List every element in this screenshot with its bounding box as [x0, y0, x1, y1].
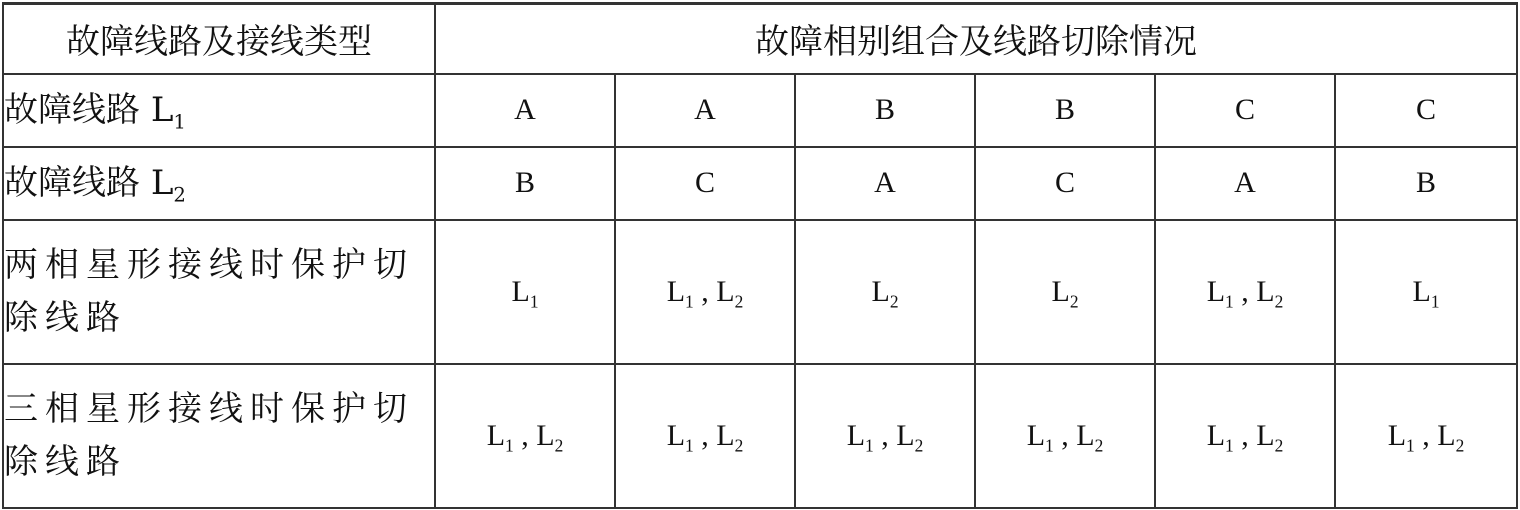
line-subscript: 2: [173, 183, 186, 207]
line-subscript: 2: [914, 435, 924, 456]
line-symbol: L: [1206, 274, 1226, 308]
separator: ,: [1414, 418, 1438, 452]
line-symbol: L: [716, 418, 735, 452]
header-row: [3, 4, 1517, 74]
line-subscript: 2: [1069, 291, 1079, 312]
line-subscript: 1: [1430, 291, 1440, 312]
line-symbol: L: [846, 418, 866, 452]
line-symbol: L: [150, 89, 174, 130]
table-cell-lines: [435, 220, 615, 364]
table-cell: C: [615, 147, 795, 220]
table-row: [3, 364, 1517, 508]
line-subscript: 2: [1274, 435, 1284, 456]
table-cell: A: [435, 74, 615, 147]
row-label-fault-line-1: [3, 74, 435, 147]
table-cell-lines: [615, 364, 795, 508]
line-symbol: L: [1256, 274, 1275, 308]
line-subscript: 2: [554, 435, 564, 456]
table-cell-lines: [615, 220, 795, 364]
separator: ,: [693, 274, 717, 308]
table-cell: C: [1335, 74, 1517, 147]
line-symbol: L: [1026, 418, 1046, 452]
table-cell-lines: [795, 220, 975, 364]
line-subscript: 2: [1274, 291, 1284, 312]
table-cell: C: [1155, 74, 1335, 147]
line-symbol: L: [1051, 274, 1070, 308]
line-symbol: L: [666, 274, 686, 308]
table-cell-lines: [1335, 220, 1517, 364]
table-cell: B: [795, 74, 975, 147]
table-cell-lines: [1155, 220, 1335, 364]
separator: ,: [1233, 274, 1257, 308]
line-symbol: L: [150, 162, 174, 203]
line-subscript: 1: [1406, 435, 1415, 456]
separator: ,: [693, 418, 717, 452]
table-row: [3, 147, 1517, 220]
line-subscript: 1: [1045, 435, 1054, 456]
header-fault-phase-combination: 故障相别组合及线路切除情况: [435, 4, 1517, 74]
table-cell: A: [1155, 147, 1335, 220]
line-symbol: L: [1437, 418, 1456, 452]
line-subscript: 2: [1094, 435, 1104, 456]
row-label-fault-line-2: [3, 147, 435, 220]
table-row: [3, 220, 1517, 364]
line-symbol: L: [666, 418, 686, 452]
line-symbol: L: [536, 418, 555, 452]
table-cell: B: [1335, 147, 1517, 220]
line-subscript: 1: [1225, 291, 1234, 312]
line-symbol: L: [716, 274, 735, 308]
table-cell-lines: [975, 220, 1155, 364]
table-cell-lines: [1155, 364, 1335, 508]
line-symbol: L: [511, 274, 530, 308]
line-subscript: 1: [505, 435, 514, 456]
line-symbol: L: [1076, 418, 1095, 452]
separator: ,: [873, 418, 897, 452]
row-label-three-phase-star: 三相星形接线时保护切除线路: [3, 364, 435, 508]
table-cell-lines: [435, 364, 615, 508]
header-line-type: 故障线路及接线类型: [3, 4, 435, 74]
table-cell: C: [975, 147, 1155, 220]
line-subscript: 1: [529, 291, 539, 312]
table-cell: B: [975, 74, 1155, 147]
line-symbol: L: [486, 418, 506, 452]
table-cell-lines: [975, 364, 1155, 508]
separator: ,: [1053, 418, 1077, 452]
table-cell: B: [435, 147, 615, 220]
line-subscript: 1: [865, 435, 874, 456]
row-label-text: 故障线路: [4, 162, 140, 203]
line-subscript: 1: [685, 291, 694, 312]
line-symbol: L: [1256, 418, 1275, 452]
table-cell-lines: [1335, 364, 1517, 508]
line-subscript: 2: [734, 435, 744, 456]
table-cell-lines: [795, 364, 975, 508]
separator: ,: [1233, 418, 1257, 452]
line-symbol: L: [1387, 418, 1407, 452]
row-label-text: 故障线路: [4, 89, 140, 130]
line-subscript: 1: [685, 435, 694, 456]
table-row: [3, 74, 1517, 147]
table-cell: A: [795, 147, 975, 220]
row-label-two-phase-star: 两相星形接线时保护切除线路: [3, 220, 435, 364]
line-symbol: L: [1206, 418, 1226, 452]
line-symbol: L: [1412, 274, 1431, 308]
line-symbol: L: [871, 274, 890, 308]
fault-phase-table: [2, 2, 1518, 509]
line-symbol: L: [896, 418, 915, 452]
line-subscript: 1: [1225, 435, 1234, 456]
separator: ,: [513, 418, 537, 452]
line-subscript: 1: [173, 110, 186, 134]
line-subscript: 2: [889, 291, 899, 312]
table-cell: A: [615, 74, 795, 147]
line-subscript: 2: [734, 291, 744, 312]
line-subscript: 2: [1455, 435, 1465, 456]
